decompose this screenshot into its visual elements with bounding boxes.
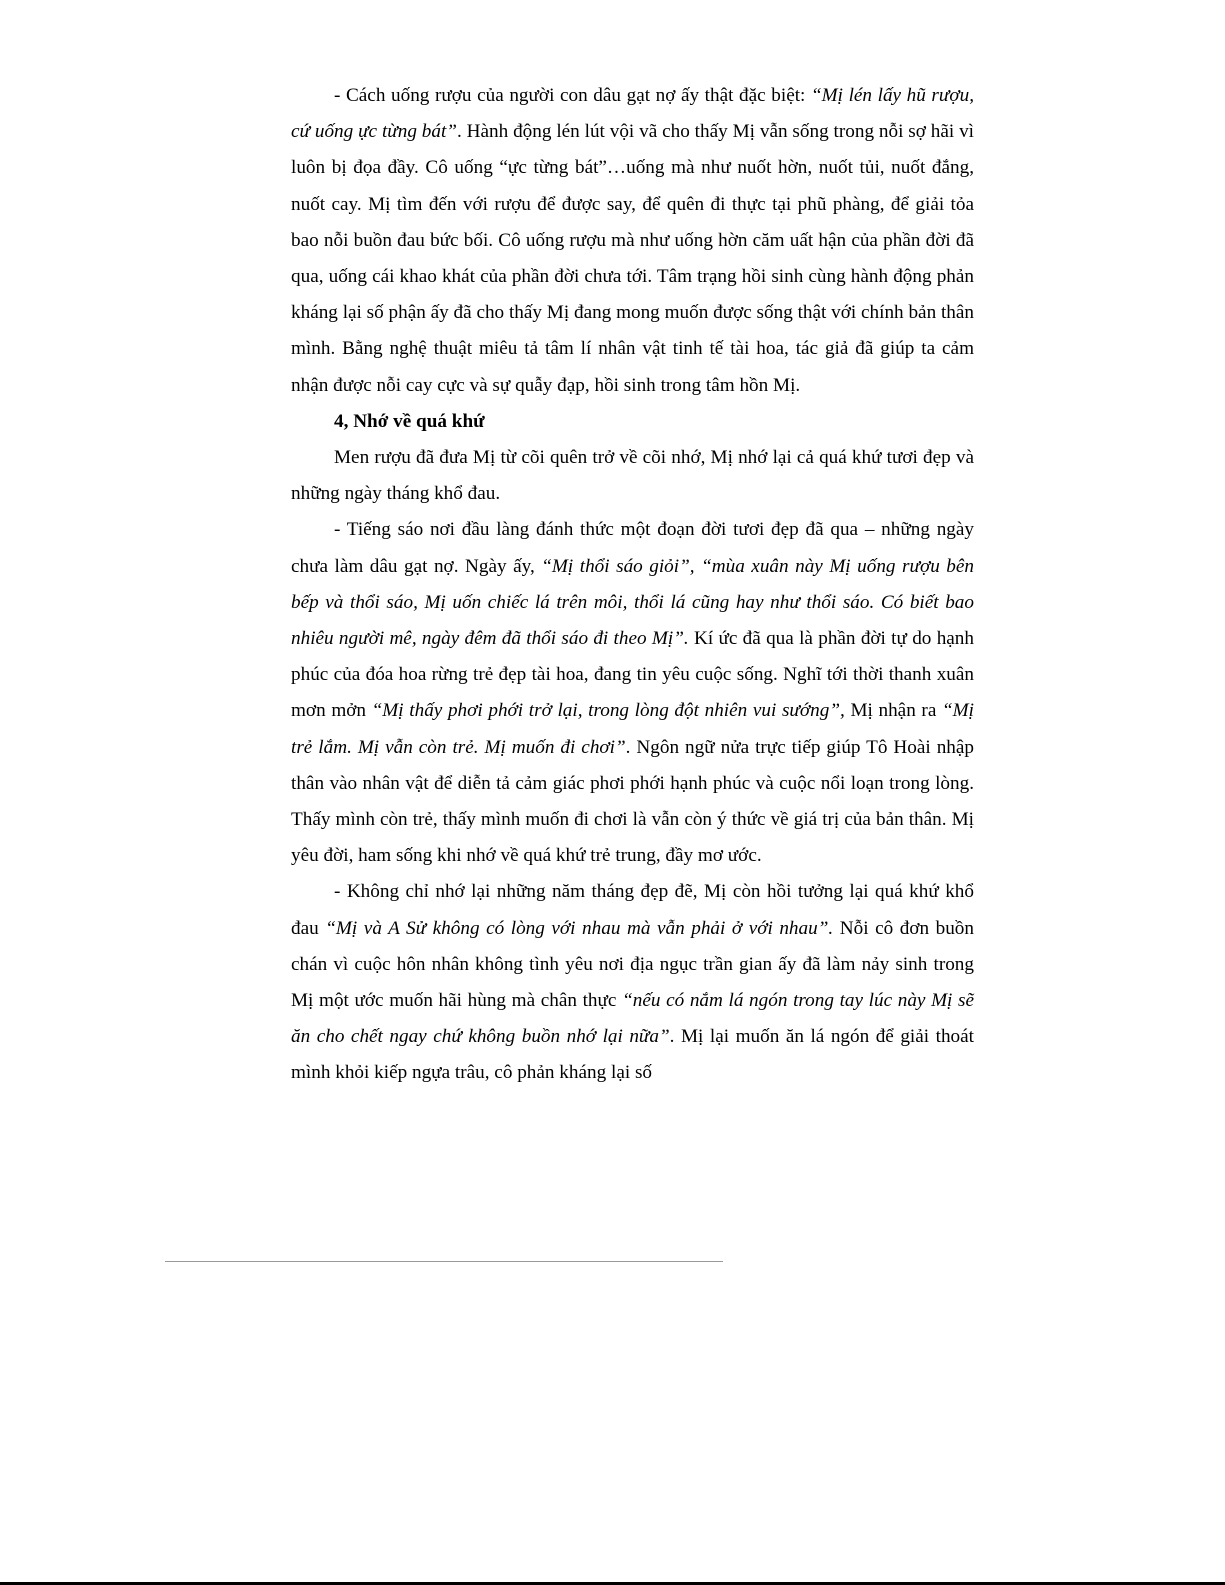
paragraph-drinking-scene xyxy=(291,78,974,404)
quoted-text: “nếu có nắm lá ngón trong tay lúc này Mị sẽ ăn cho chết ngay chứ không buồn nhớ lại nữa” xyxy=(291,990,974,1048)
body-text: - Tiếng sáo nơi đầu làng đánh thức một đoạn đời tươi đẹp đã qua – những ngày chưa làm dâu gạt nợ. Ngày ấy, xyxy=(291,519,974,577)
body-text: Men rượu đã đưa Mị từ cõi quên trở về cõi nhớ, Mị nhớ lại cả quá khứ tươi đẹp và những ngày tháng khổ đau. xyxy=(291,447,974,505)
quoted-text: “Mị thấy phơi phới trở lại, trong lòng đột nhiên vui sướng”, xyxy=(371,700,845,722)
quoted-text: “Mị lén lấy hũ rượu, cứ uống ực từng bát” xyxy=(291,85,974,143)
body-text: - Không chỉ nhớ lại những năm tháng đẹp đẽ, Mị còn hồi tưởng lại quá khứ khổ đau xyxy=(291,881,974,939)
body-text: . Hành động lén lút vội vã cho thấy Mị vẫn sống trong nỗi sợ hãi vì luôn bị đọa đầy. Cô uống “ực từng bát”…uống mà như nuốt hờn, nuốt tủi, nuốt đắng, nuốt cay. Mị tìm đến với rượu để được say, để quên đi thực tại phũ phàng, để giải tỏa bao nỗi buồn đau bức bối. Cô uống rượu mà như uống hờn căm uất hận của phần đời đã qua, uống cái khao khát của phần đời chưa tới. Tâm trạng hồi sinh cùng hành động phản kháng lại số phận ấy đã cho thấy Mị đang mong muốn được sống thật với chính bản thân mình. Bằng nghệ thuật miêu tả tâm lí nhân vật tinh tế tài hoa, tác giả đã giúp ta cảm nhận được nỗi cay cực và sự quẫy đạp, hồi sinh trong tâm hồn Mị. xyxy=(291,121,974,396)
paragraph-intro-memory xyxy=(291,440,974,512)
section-heading: 4, Nhớ về quá khứ xyxy=(334,410,485,432)
quoted-text: “Mị trẻ lắm. Mị vẫn còn trẻ. Mị muốn đi chơi” xyxy=(291,700,974,758)
document-body xyxy=(291,78,974,1092)
quoted-text: “Mị thổi sáo giỏi”, “mùa xuân này Mị uống rượu bên bếp và thổi sáo, Mị uốn chiếc lá trên môi, thổi lá cũng hay như thổi sáo. Có biết bao nhiêu người mê, ngày đêm đã thổi sáo đi theo Mị”. xyxy=(291,555,974,650)
paragraph-painful-past xyxy=(291,874,974,1091)
quoted-text: “Mị và A Sử không có lòng với nhau mà vẫn phải ở với nhau”. xyxy=(325,917,834,939)
body-text: Kí ức đã qua là phần đời tự do hạnh phúc của đóa hoa rừng trẻ đẹp tài hoa, đang tin yêu cuộc sống. Nghĩ tới thời thanh xuân mơn mởn xyxy=(291,628,974,722)
body-text: . Mị lại muốn ăn lá ngón để giải thoát mình khỏi kiếp ngựa trâu, cô phản kháng lại số xyxy=(291,1026,974,1084)
footer-divider xyxy=(165,1261,723,1262)
paragraph-flute-memory xyxy=(291,512,974,874)
body-text: . Ngôn ngữ nửa trực tiếp giúp Tô Hoài nhập thân vào nhân vật để diễn tả cảm giác phơi phới hạnh phúc và cuộc nổi loạn trong lòng. Thấy mình còn trẻ, thấy mình muốn đi chơi là vẫn còn ý thức về giá trị của bản thân. Mị yêu đời, ham sống khi nhớ về quá khứ trẻ trung, đầy mơ ước. xyxy=(291,736,974,867)
body-text: Nỗi cô đơn buồn chán vì cuộc hôn nhân không tình yêu nơi địa ngục trần gian ấy đã làm nảy sinh trong Mị một ước muốn hãi hùng mà chân thực xyxy=(291,917,974,1012)
body-text: - Cách uống rượu của người con dâu gạt nợ ấy thật đặc biệt: xyxy=(334,85,811,106)
body-text: Mị nhận ra xyxy=(844,700,942,722)
